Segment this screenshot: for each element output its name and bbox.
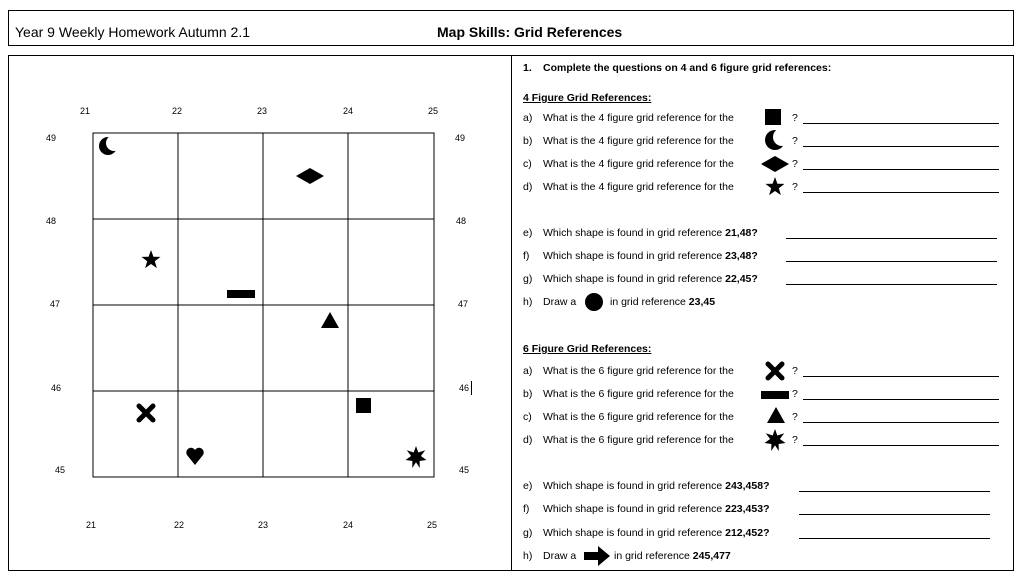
crescent-moon-icon bbox=[764, 129, 786, 151]
question-text: What is the 4 figure grid reference for the bbox=[543, 135, 734, 147]
question-letter: e) bbox=[523, 227, 533, 239]
question-mark: ? bbox=[792, 112, 798, 124]
diamond-icon bbox=[296, 168, 324, 184]
star-icon bbox=[764, 176, 786, 198]
question-text: What is the 6 figure grid reference for the bbox=[543, 434, 734, 446]
question-mark: ? bbox=[792, 365, 798, 377]
bottom-easting-label: 21 bbox=[86, 520, 97, 530]
square-icon bbox=[356, 398, 371, 413]
diamond-icon bbox=[760, 155, 790, 173]
burst-star-icon bbox=[763, 428, 787, 452]
question-mark: ? bbox=[792, 434, 798, 446]
answer-line[interactable] bbox=[799, 491, 990, 492]
question-letter: g) bbox=[523, 527, 533, 539]
grid-ref: 23,45 bbox=[688, 296, 716, 308]
question-mark: ? bbox=[792, 388, 798, 400]
answer-line[interactable] bbox=[803, 445, 999, 446]
question-text: Draw a bbox=[543, 550, 577, 562]
top-easting-label: 24 bbox=[343, 106, 354, 116]
bottom-easting-label: 22 bbox=[174, 520, 185, 530]
cross-icon bbox=[765, 361, 785, 381]
answer-line[interactable] bbox=[786, 284, 997, 285]
top-easting-label: 23 bbox=[257, 106, 268, 116]
top-easting-label: 22 bbox=[172, 106, 183, 116]
answer-line[interactable] bbox=[803, 169, 999, 170]
question-mark: ? bbox=[792, 411, 798, 423]
question-letter: f) bbox=[523, 250, 530, 262]
question-text: Draw a bbox=[543, 296, 577, 308]
question-text: in grid reference bbox=[614, 550, 690, 562]
grid-ref: 245,477 bbox=[692, 550, 731, 562]
left-northing-label: 45 bbox=[55, 465, 66, 475]
left-northing-label: 48 bbox=[46, 216, 57, 226]
answer-line[interactable] bbox=[786, 261, 997, 262]
answer-line[interactable] bbox=[803, 192, 999, 193]
question-text: What is the 4 figure grid reference for the bbox=[543, 181, 734, 193]
question-mark: ? bbox=[792, 158, 798, 170]
question-letter: f) bbox=[523, 503, 530, 515]
triangle-icon bbox=[766, 406, 786, 424]
question-letter: b) bbox=[523, 135, 533, 147]
answer-line[interactable] bbox=[803, 146, 999, 147]
question-text: in grid reference bbox=[610, 296, 686, 308]
four-figure-heading: 4 Figure Grid References: bbox=[523, 92, 652, 104]
circle-icon bbox=[584, 292, 604, 312]
right-northing-label: 47 bbox=[458, 299, 469, 309]
answer-line[interactable] bbox=[803, 123, 999, 124]
rectangle-bar-icon bbox=[760, 390, 790, 400]
grid-ref: 223,453? bbox=[725, 503, 770, 515]
question-letter: a) bbox=[523, 365, 533, 377]
homework-label: Year 9 Weekly Homework Autumn 2.1 bbox=[15, 24, 251, 40]
grid-lines bbox=[93, 133, 434, 477]
question-letter: d) bbox=[523, 181, 533, 193]
question-letter: b) bbox=[523, 388, 533, 400]
grid-map bbox=[0, 0, 511, 576]
six-figure-heading: 6 Figure Grid References: bbox=[523, 343, 652, 355]
triangle-icon bbox=[321, 312, 339, 328]
question-mark: ? bbox=[792, 181, 798, 193]
right-northing-label: 49 bbox=[455, 133, 466, 143]
right-northing-label: 46 bbox=[459, 383, 470, 393]
top-easting-label: 21 bbox=[80, 106, 91, 116]
crescent-moon-icon bbox=[99, 135, 122, 155]
question-text: Which shape is found in grid reference bbox=[543, 227, 723, 239]
question-item bbox=[614, 550, 731, 562]
grid-ref: 21,48? bbox=[725, 227, 758, 239]
left-northing-label: 46 bbox=[51, 383, 62, 393]
question-letter: d) bbox=[523, 434, 533, 446]
answer-line[interactable] bbox=[803, 376, 999, 377]
grid-ref: 23,48? bbox=[725, 250, 758, 262]
question-letter: h) bbox=[523, 296, 533, 308]
column-divider bbox=[511, 55, 512, 571]
instruction-text: Complete the questions on 4 and 6 figure grid references: bbox=[543, 62, 832, 74]
rectangle-bar-icon bbox=[227, 290, 255, 298]
question-letter: h) bbox=[523, 550, 533, 562]
question-text: Which shape is found in grid reference bbox=[543, 480, 723, 492]
question-letter: a) bbox=[523, 112, 533, 124]
question-item bbox=[610, 296, 715, 308]
map-panel bbox=[0, 0, 511, 576]
left-northing-label: 49 bbox=[46, 133, 57, 143]
grid-ref: 212,452? bbox=[725, 527, 770, 539]
answer-line[interactable] bbox=[799, 514, 990, 515]
answer-line[interactable] bbox=[799, 538, 990, 539]
grid-ref: 243,458? bbox=[725, 480, 770, 492]
question-text: What is the 6 figure grid reference for the bbox=[543, 388, 734, 400]
bottom-easting-label: 24 bbox=[343, 520, 354, 530]
question-letter: c) bbox=[523, 158, 532, 170]
page-title: Map Skills: Grid References bbox=[437, 24, 623, 40]
bottom-easting-label: 25 bbox=[427, 520, 438, 530]
question-text: Which shape is found in grid reference bbox=[543, 527, 723, 539]
question-text: Which shape is found in grid reference bbox=[543, 250, 723, 262]
top-easting-label: 25 bbox=[428, 106, 439, 116]
question-text: Which shape is found in grid reference bbox=[543, 273, 723, 285]
square-icon bbox=[764, 108, 782, 126]
answer-line[interactable] bbox=[786, 238, 997, 239]
question-letter: c) bbox=[523, 411, 532, 423]
question-text: What is the 4 figure grid reference for the bbox=[543, 158, 734, 170]
grid-ref: 22,45? bbox=[725, 273, 758, 285]
text-cursor bbox=[471, 381, 472, 395]
question-text: Which shape is found in grid reference bbox=[543, 503, 723, 515]
instruction-number: 1. bbox=[523, 62, 532, 74]
left-northing-label: 47 bbox=[50, 299, 61, 309]
question-text: What is the 4 figure grid reference for the bbox=[543, 112, 734, 124]
arrow-right-icon bbox=[583, 545, 611, 567]
question-letter: e) bbox=[523, 480, 533, 492]
question-text: What is the 6 figure grid reference for the bbox=[543, 411, 734, 423]
burst-star-icon bbox=[406, 446, 427, 468]
right-northing-label: 45 bbox=[459, 465, 470, 475]
bottom-easting-label: 23 bbox=[258, 520, 269, 530]
answer-line[interactable] bbox=[803, 399, 999, 400]
answer-line[interactable] bbox=[803, 422, 999, 423]
cross-icon bbox=[139, 406, 153, 420]
star-icon bbox=[142, 250, 161, 268]
question-letter: g) bbox=[523, 273, 533, 285]
heart-icon bbox=[186, 448, 203, 465]
question-text: What is the 6 figure grid reference for the bbox=[543, 365, 734, 377]
right-northing-label: 48 bbox=[456, 216, 467, 226]
question-mark: ? bbox=[792, 135, 798, 147]
